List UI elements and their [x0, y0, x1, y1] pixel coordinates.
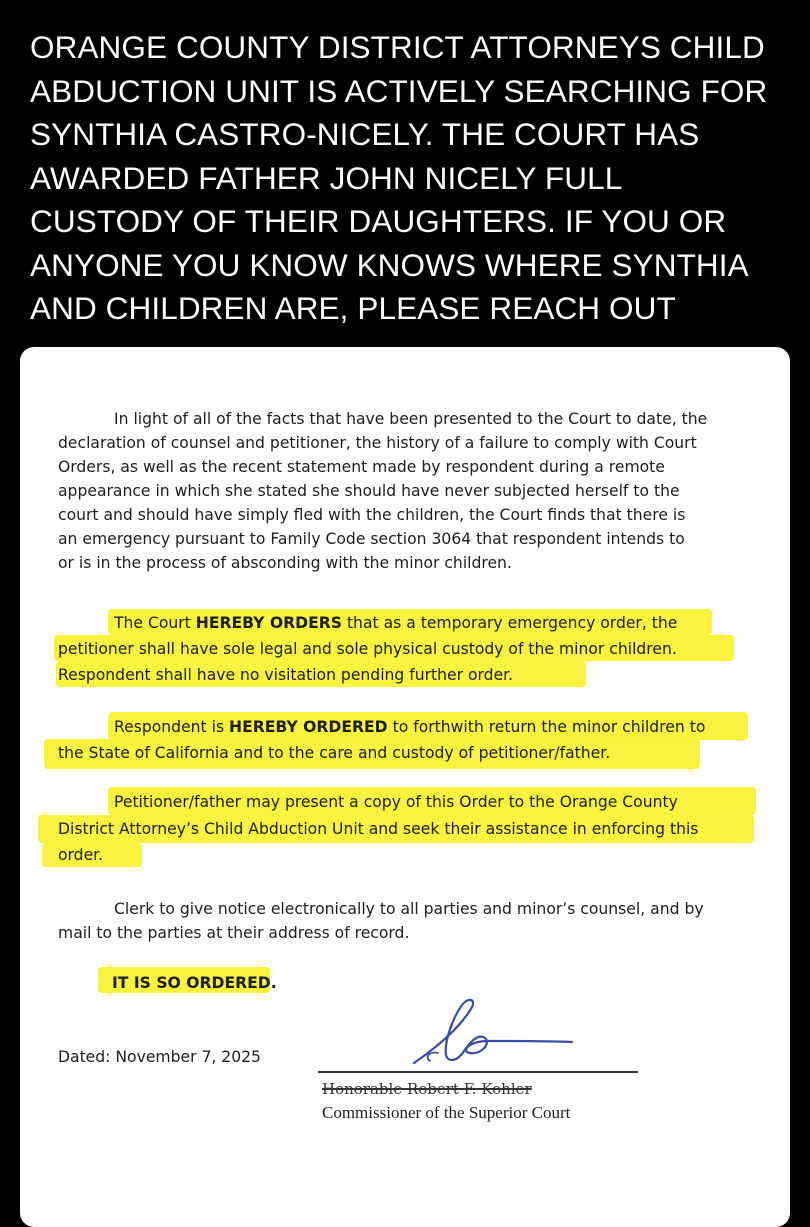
headline-line: ABDUCTION UNIT IS ACTIVELY SEARCHING FOR [30, 72, 768, 109]
doc-line: the State of California and to the care and custody of petitioner/father. [58, 744, 611, 762]
doc-line [114, 715, 705, 739]
doc-text: Respondent is [114, 718, 230, 736]
dated: Dated: November 7, 2025 [58, 1048, 261, 1066]
doc-bold-text: HEREBY ORDERS [195, 614, 342, 632]
headline-line: ANYONE YOU KNOW KNOWS WHERE SYNTHIA [30, 246, 749, 283]
doc-line: District Attorney’s Child Abduction Unit and seek their assistance in enforcing this [58, 820, 699, 838]
doc-text: that as a temporary emergency order, the [341, 614, 678, 632]
headline-line: CUSTODY OF THEIR DAUGHTERS. IF YOU OR [30, 203, 727, 239]
doc-line: Clerk to give notice electronically to all parties and minor’s counsel, and by [114, 900, 704, 918]
doc-text: to forthwith return the minor children to [387, 718, 706, 736]
so-ordered: IT IS SO ORDERED. [112, 974, 277, 992]
doc-line: an emergency pursuant to Family Code section 3064 that respondent intends to [58, 530, 685, 548]
doc-line [114, 611, 677, 635]
headline [30, 26, 800, 331]
doc-line: Petitioner/father may present a copy of this Order to the Orange County [114, 793, 678, 811]
court-order-document-image[interactable] [20, 347, 790, 1227]
doc-line: Respondent shall have no visitation pending further order. [58, 666, 514, 684]
doc-line: declaration of counsel and petitioner, the history of a failure to comply with Court [58, 434, 697, 452]
headline-line: ORANGE COUNTY DISTRICT ATTORNEYS CHILD [30, 29, 765, 65]
court-order-document [20, 347, 790, 1227]
headline-line: SYNTHIA CASTRO-NICELY. THE COURT HAS [30, 116, 700, 152]
judge-name: Honorable Robert F. Kohler [322, 1080, 532, 1098]
doc-line: In light of all of the facts that have been presented to the Court to date, the [114, 410, 708, 428]
doc-line: or is in the process of absconding with the minor children. [58, 554, 512, 572]
doc-text: The Court [114, 614, 196, 632]
doc-line: Orders, as well as the recent statement made by respondent during a remote [58, 458, 665, 476]
headline-line: AND CHILDREN ARE, PLEASE REACH OUT [30, 290, 676, 326]
headline-line: AWARDED FATHER JOHN NICELY FULL [30, 159, 623, 196]
doc-line: appearance in which she stated she should have never subjected herself to the [58, 482, 680, 500]
doc-line: petitioner shall have sole legal and sole physical custody of the minor children. [58, 640, 677, 658]
signature [400, 995, 630, 1075]
doc-line: mail to the parties at their address of record. [58, 924, 410, 942]
judge-title: Commissioner of the Superior Court [322, 1103, 571, 1122]
doc-line: order. [58, 846, 104, 864]
doc-line: court and should have simply fled with the children, the Court finds that there is [58, 506, 686, 524]
doc-bold-text: HEREBY ORDERED [229, 718, 388, 736]
signature-line [318, 1071, 638, 1073]
